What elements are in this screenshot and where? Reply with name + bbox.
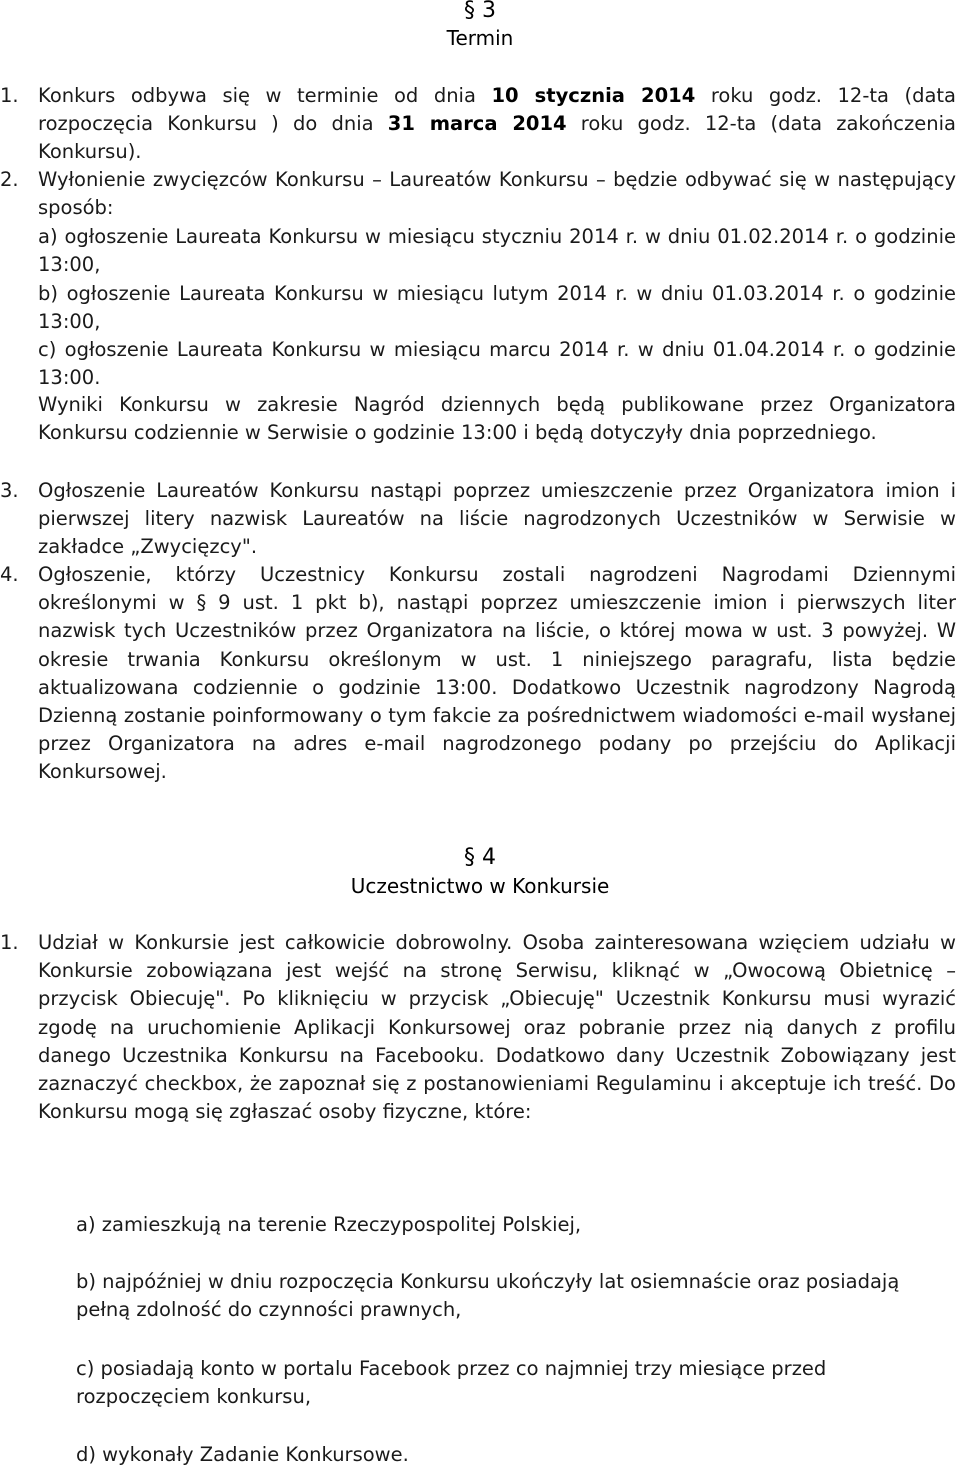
section-4-symbol-text: § 4 (464, 845, 496, 870)
daily-results-text: Wyniki Konkursu w zakresie Nagród dziennych będą publikowane przez Organizatora Konkursu codziennie w Serwisie o godzinie 13:00 i będą dotyczyły dnia poprzedniego. (38, 393, 956, 445)
end-date: 31 marca 2014 (387, 112, 567, 136)
section-3-title: Termin (446, 26, 514, 50)
condition-a: a) zamieszkują na terenie Rzeczypospolitej Polskiej, (76, 1213, 582, 1236)
item-text: Ogłoszenie Laureatów Konkursu nastąpi poprzez umieszczenie przez Organizatora imion i pierwszej litery nazwisk Laureatów na liście nagrodzonych Uczestników w Serwisie w zakładce „Zwycięzcy". (38, 479, 956, 559)
condition-b: b) najpóźniej w dniu rozpoczęcia Konkursu ukończyły lat osiemnaście oraz posiadają pełną zdolność do czynności prawnych, (76, 1270, 900, 1322)
start-date: 10 stycznia 2014 (491, 84, 696, 107)
section-3-item-2 (0, 166, 960, 222)
schedule-c (0, 336, 960, 392)
section-3-item-3 (0, 477, 960, 563)
item-number: 1. (0, 84, 19, 107)
schedule-a (0, 223, 960, 279)
item-text: Udział w Konkursie jest całkowicie dobrowolny. Osoba zainteresowana wzięciem udziału w Konkursie zobowiązana jest wejść na stronę Serwisu, kliknąć w „Owocową Obietnicę – przycisk Obiecuję". Po kliknięciu w przycisk „Obiecuję" Uczestnik Konkursu musi wyrazić zgodę na uruchomienie Aplikacji Konkursowej oraz pobranie przez nią danych z profilu danego Uczestnika Konkursu na Facebooku. Dodatkowo dany Uczestnik Zobowiązany jest zaznaczyć checkbox, że zapoznał się z postanowieniami Regulaminu i akceptuje ich treść. Do Konkursu mogą się zgłaszać osoby fizyczne, które: (38, 931, 956, 1124)
section-4-symbol (0, 843, 960, 872)
section-3-item-4 (0, 561, 960, 817)
schedule-a-text: a) ogłoszenie Laureata Konkursu w miesiącu styczniu 2014 r. w dniu 01.02.2014 r. o godzinie 13:00, (38, 225, 956, 277)
section-3-symbol-text: § 3 (464, 0, 496, 23)
section-4-item-1 (0, 929, 960, 1189)
item-number: 2. (0, 168, 19, 191)
section-3-symbol (0, 0, 960, 25)
condition-d: d) wykonały Zadanie Konkursowe. (76, 1443, 409, 1466)
text-part: roku godz. 12-ta (data zakończenia Konkursu). (38, 112, 956, 164)
item-text: Wyłonienie zwycięzców Konkursu – Laureatów Konkursu – będzie odbywać się w następujący sposób: (38, 168, 956, 220)
text-part: Konkurs odbywa się w terminie od dnia (38, 84, 492, 107)
item-number: 3. (0, 479, 19, 502)
condition-c: c) posiadają konto w portalu Facebook przez co najmniej trzy miesiące przed rozpoczęciem konkursu, (76, 1357, 827, 1409)
section-3-item-1 (0, 82, 960, 172)
schedule-b-text: b) ogłoszenie Laureata Konkursu w miesiącu lutym 2014 r. w dniu 01.03.2014 r. o godzinie 13:00, (38, 282, 956, 334)
schedule-b (0, 280, 960, 336)
text-part: roku godz. 12-ta (data rozpoczęcia Konkursu ) do dnia (38, 84, 956, 136)
schedule-c-text: c) ogłoszenie Laureata Konkursu w miesiącu marcu 2014 r. w dniu 01.04.2014 r. o godzinie 13:00. (38, 338, 956, 390)
item-text: Ogłoszenie, którzy Uczestnicy Konkursu zostali nagrodzeni Nagrodami Dziennymi określonymi w § 9 ust. 1 pkt b), nastąpi poprzez umieszczenie imion i pierwszych liter nazwisk tych Uczestników przez Organizatora na liście, o której mowa w ust. 3 powyżej. W okresie trwania Konkursu określonym w ust. 1 niniejszego paragrafu, lista będzie aktualizowana codziennie o godzinie 13:00. Dodatkowo Uczestnik nagrodzony Nagrodą Dzienną zostanie poinformowany o tym fakcie za pośrednictwem wiadomości e-mail wysłanej przez Organizatora na adres e-mail nagrodzonego podany po przejściu do Aplikacji Konkursowej. (38, 563, 956, 784)
item-text (38, 82, 956, 167)
section-4-title: Uczestnictwo w Konkursie (350, 874, 610, 898)
item-number: 1. (0, 931, 19, 954)
item-number: 4. (0, 563, 19, 586)
daily-results-note (0, 391, 960, 477)
